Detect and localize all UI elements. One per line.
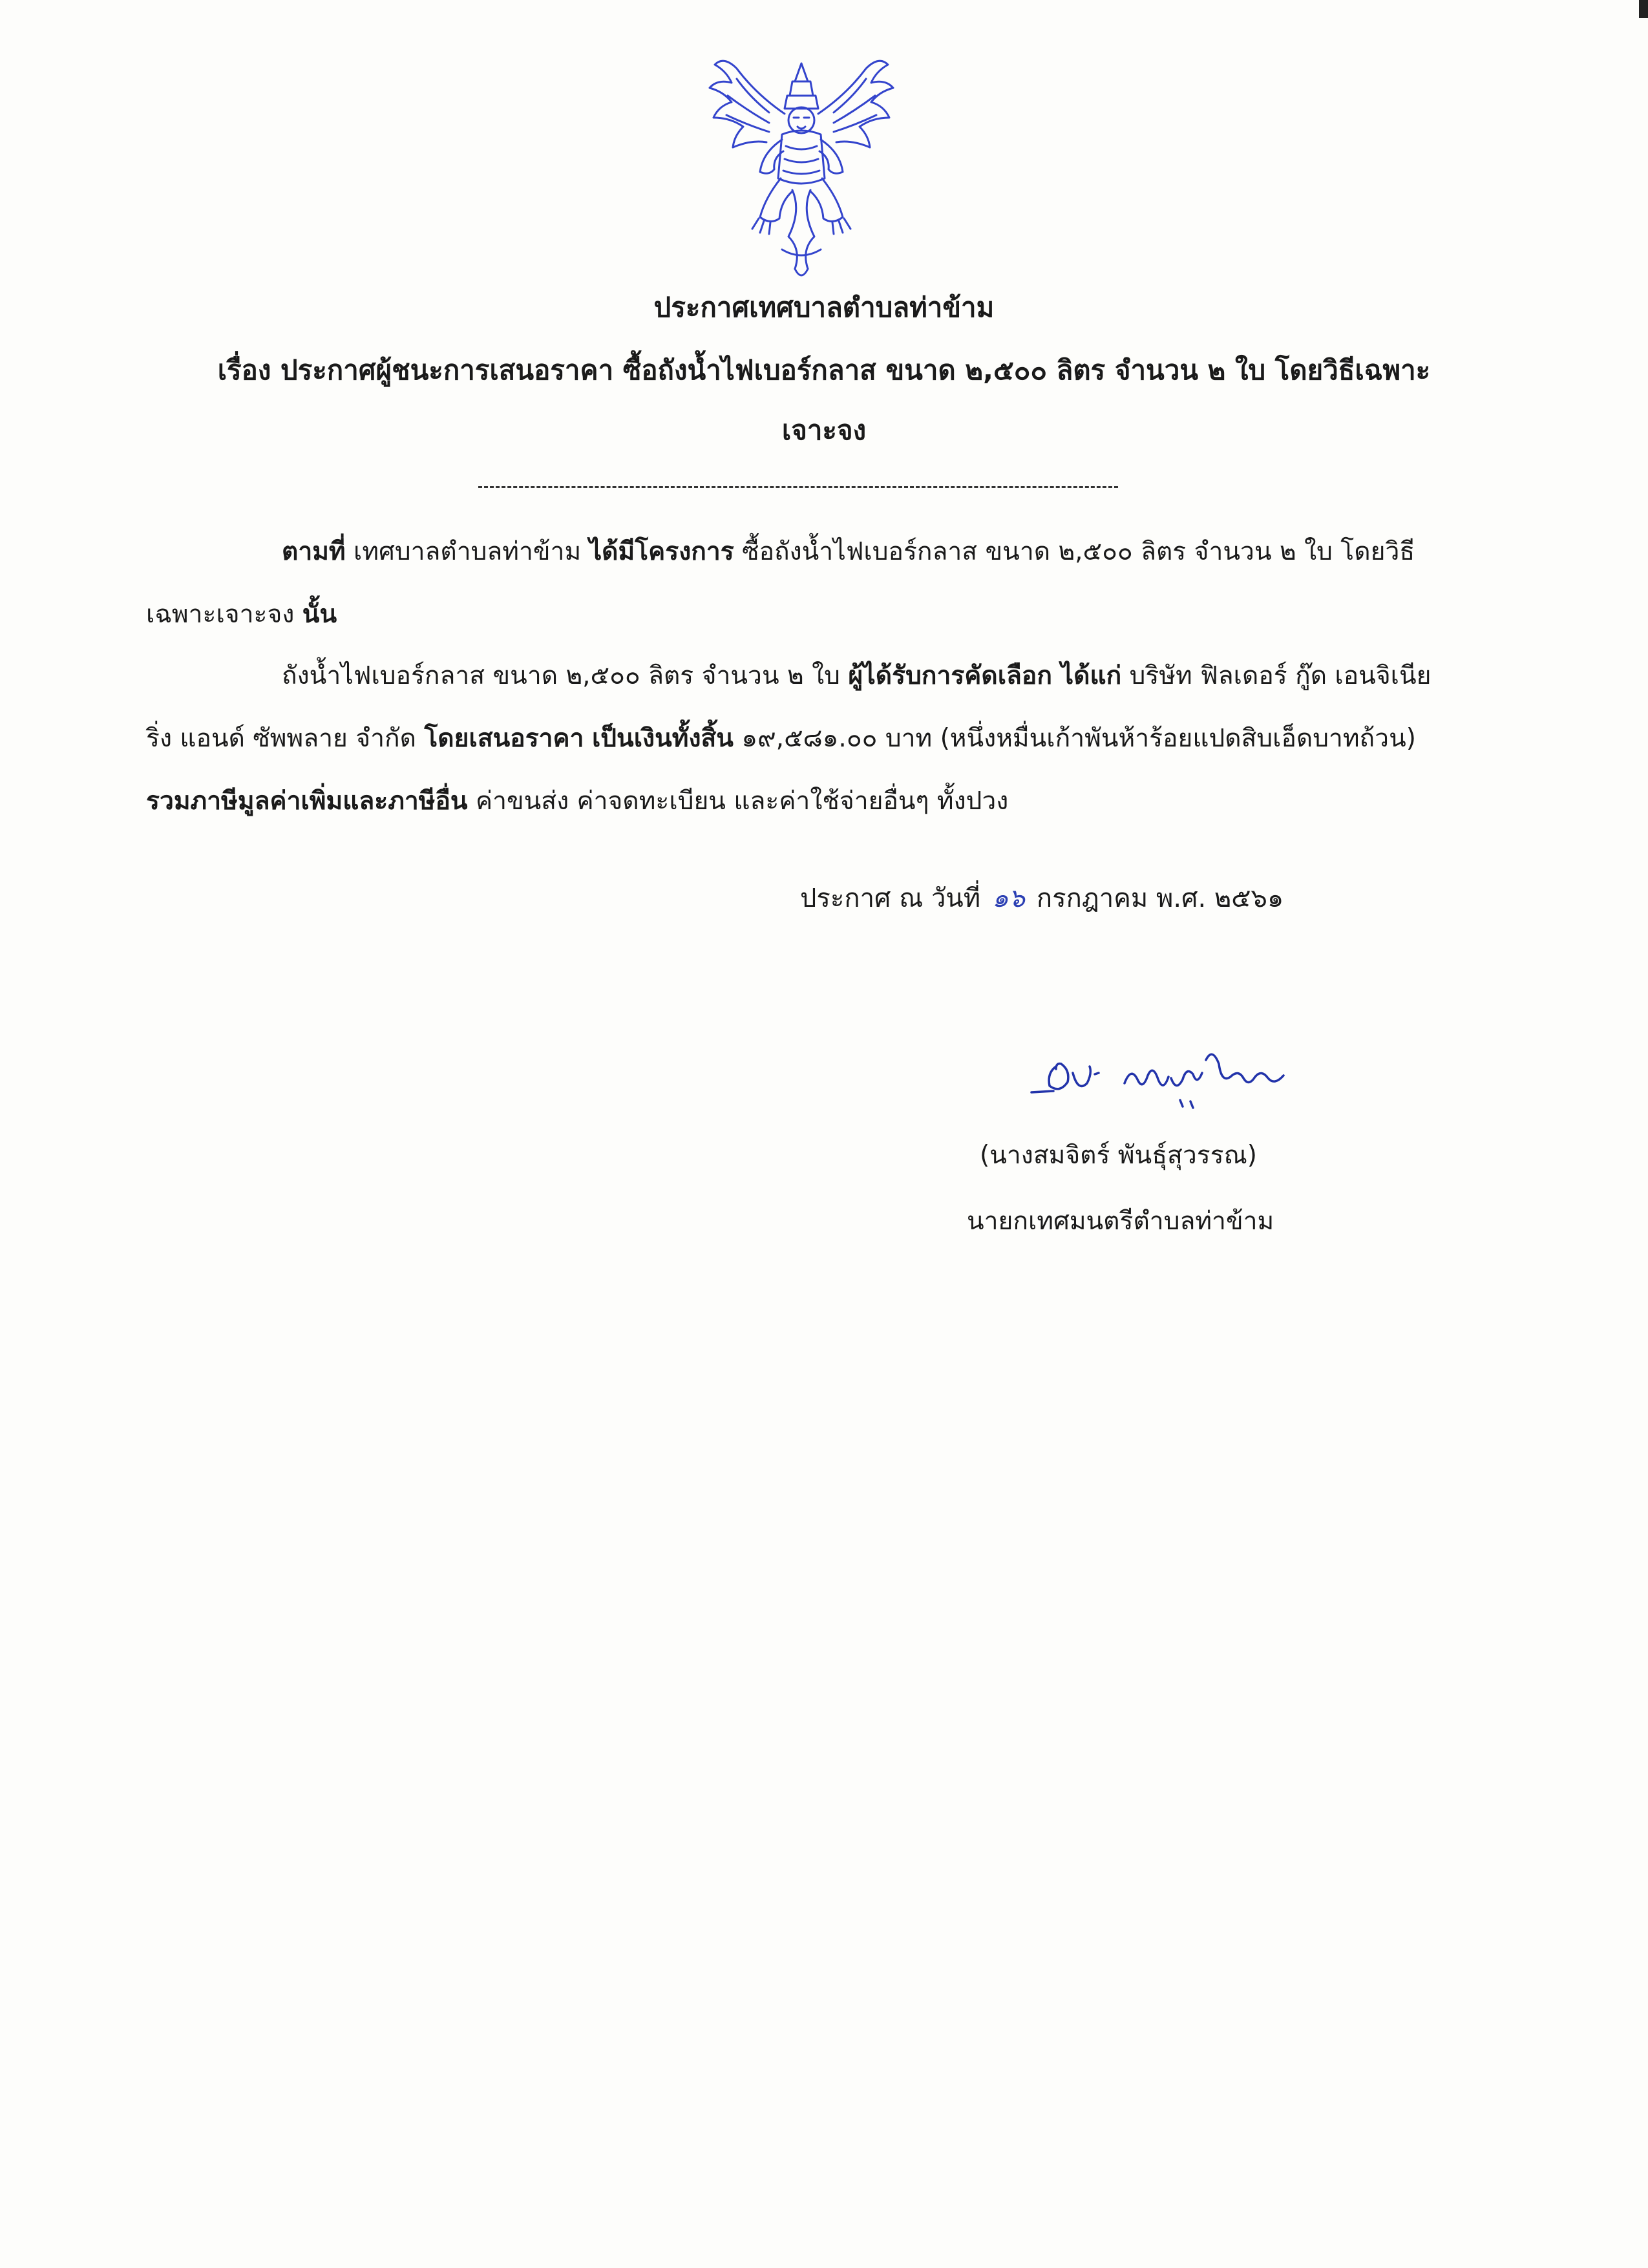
- garuda-emblem-icon: [698, 56, 905, 288]
- vendor-name: บริษัท ฟิลเดอร์ กู๊ด เอนจิเนียริ่ง แอนด์ ซัพพลาย จำกัด: [146, 661, 1431, 753]
- project-description: ซื้อถังน้ำไฟเบอร์กลาส ขนาด ๒,๕๐๐ ลิตร จำนวน ๒ ใบ โดยวิธีเฉพาะเจาะจง: [146, 537, 1415, 629]
- org-name: เทศบาลตำบลท่าข้าม: [345, 537, 589, 566]
- inclusion-details: ค่าขนส่ง ค่าจดทะเบียน และค่าใช้จ่ายอื่นๆ ทั้งปวง: [467, 787, 1009, 816]
- project-label: ได้มีโครงการ: [589, 537, 734, 566]
- amount-text: ๑๙,๕๘๑.๐๐ บาท (หนึ่งหมื่นเก้าพันห้าร้อยแปดสิบเอ็ดบาทถ้วน): [733, 724, 1416, 753]
- divider-line: [478, 486, 1118, 488]
- scan-edge-mark: [1639, 0, 1648, 18]
- subject-line-continued: เจาะจง: [781, 414, 867, 446]
- selected-label: ผู้ได้รับการคัดเลือก ได้แก่: [848, 661, 1122, 690]
- signer-position: นายกเทศมนตรีตำบลท่าข้าม: [967, 1207, 1274, 1236]
- date-label: ประกาศ ณ วันที่: [800, 884, 981, 913]
- closing-word: นั้น: [302, 600, 337, 629]
- date-month-year: กรกฎาคม พ.ศ. ๒๕๖๑: [1036, 884, 1284, 913]
- announcement-heading: ประกาศเทศบาลตำบลท่าข้าม: [653, 291, 995, 323]
- subject-line: เรื่อง ประกาศผู้ชนะการเสนอราคา ซื้อถังน้ำไฟเบอร์กลาส ขนาด ๒,๕๐๐ ลิตร จำนวน ๒ ใบ โดยวิธีเฉพาะ: [217, 354, 1431, 386]
- offer-label: โดยเสนอราคา: [424, 724, 584, 753]
- item-description: ถังน้ำไฟเบอร์กลาส ขนาด ๒,๕๐๐ ลิตร จำนวน ๒ ใบ: [282, 661, 849, 690]
- spacer: [584, 724, 592, 753]
- date-day: ๑๖: [992, 884, 1025, 913]
- handwritten-signature: [1028, 1041, 1299, 1112]
- lead-word: ตามที่: [282, 537, 346, 566]
- paragraph-award: [146, 644, 1455, 832]
- paragraph-project: [146, 520, 1455, 646]
- total-label: เป็นเงินทั้งสิ้น: [591, 724, 734, 753]
- signer-name: (นางสมจิตร์ พันธุ์สุวรรณ): [980, 1141, 1258, 1170]
- inclusion-label: รวมภาษีมูลค่าเพิ่มและภาษีอื่น: [146, 787, 468, 816]
- announcement-date: [800, 877, 1284, 918]
